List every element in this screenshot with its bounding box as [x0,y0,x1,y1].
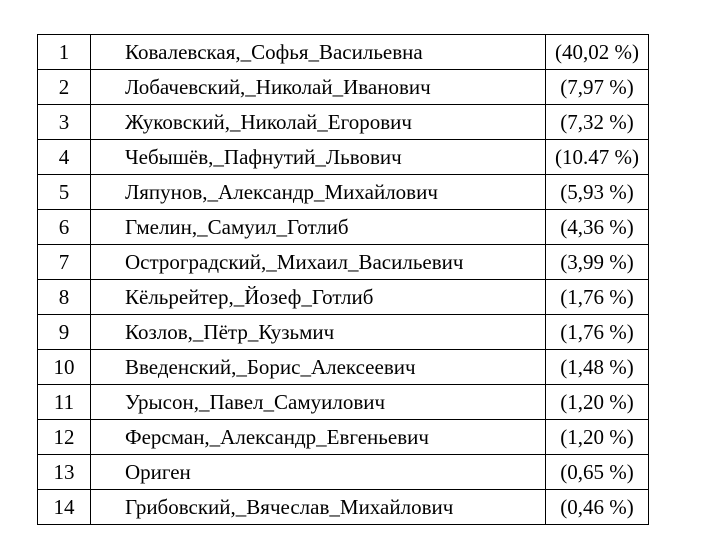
percentage-cell: (1,20 %) [546,385,649,420]
row-number-cell: 4 [38,140,91,175]
percentage-cell: (7,97 %) [546,70,649,105]
table-row [38,35,649,70]
person-name-cell: Кёльрейтер,_Йозеф_Готлиб [91,280,546,315]
table-row [38,175,649,210]
row-number-cell: 8 [38,280,91,315]
percentage-cell: (5,93 %) [546,175,649,210]
percentage-cell: (7,32 %) [546,105,649,140]
row-number-cell: 7 [38,245,91,280]
row-number-cell: 12 [38,420,91,455]
person-name-cell: Гмелин,_Самуил_Готлиб [91,210,546,245]
row-number-cell: 6 [38,210,91,245]
ranking-table [37,34,649,525]
table-row [38,140,649,175]
row-number-cell: 9 [38,315,91,350]
table-row [38,105,649,140]
person-name-cell: Чебышёв,_Пафнутий_Львович [91,140,546,175]
row-number-cell: 2 [38,70,91,105]
row-number-cell: 14 [38,490,91,525]
table-row [38,280,649,315]
percentage-cell: (0,65 %) [546,455,649,490]
person-name-cell: Введенский,_Борис_Алексеевич [91,350,546,385]
row-number-cell: 11 [38,385,91,420]
table-row [38,420,649,455]
table-row [38,210,649,245]
row-number-cell: 3 [38,105,91,140]
row-number-cell: 5 [38,175,91,210]
person-name-cell: Жуковский,_Николай_Егорович [91,105,546,140]
table-row [38,350,649,385]
row-number-cell: 1 [38,35,91,70]
table-row [38,315,649,350]
percentage-cell: (0,46 %) [546,490,649,525]
row-number-cell: 10 [38,350,91,385]
person-name-cell: Ферсман,_Александр_Евгеньевич [91,420,546,455]
table-row [38,385,649,420]
table-row [38,455,649,490]
percentage-cell: (1,20 %) [546,420,649,455]
person-name-cell: Ляпунов,_Александр_Михайлович [91,175,546,210]
percentage-cell: (1,76 %) [546,315,649,350]
person-name-cell: Урысон,_Павел_Самуилович [91,385,546,420]
percentage-cell: (1,76 %) [546,280,649,315]
percentage-cell: (4,36 %) [546,210,649,245]
table-row [38,245,649,280]
person-name-cell: Остроградский,_Михаил_Васильевич [91,245,546,280]
percentage-cell: (40,02 %) [546,35,649,70]
person-name-cell: Грибовский,_Вячеслав_Михайлович [91,490,546,525]
row-number-cell: 13 [38,455,91,490]
person-name-cell: Козлов,_Пётр_Кузьмич [91,315,546,350]
person-name-cell: Ковалевская,_Софья_Васильевна [91,35,546,70]
person-name-cell: Ориген [91,455,546,490]
table-row [38,490,649,525]
ranking-table-body [38,35,649,525]
person-name-cell: Лобачевский,_Николай_Иванович [91,70,546,105]
percentage-cell: (10.47 %) [546,140,649,175]
percentage-cell: (1,48 %) [546,350,649,385]
percentage-cell: (3,99 %) [546,245,649,280]
table-row [38,70,649,105]
